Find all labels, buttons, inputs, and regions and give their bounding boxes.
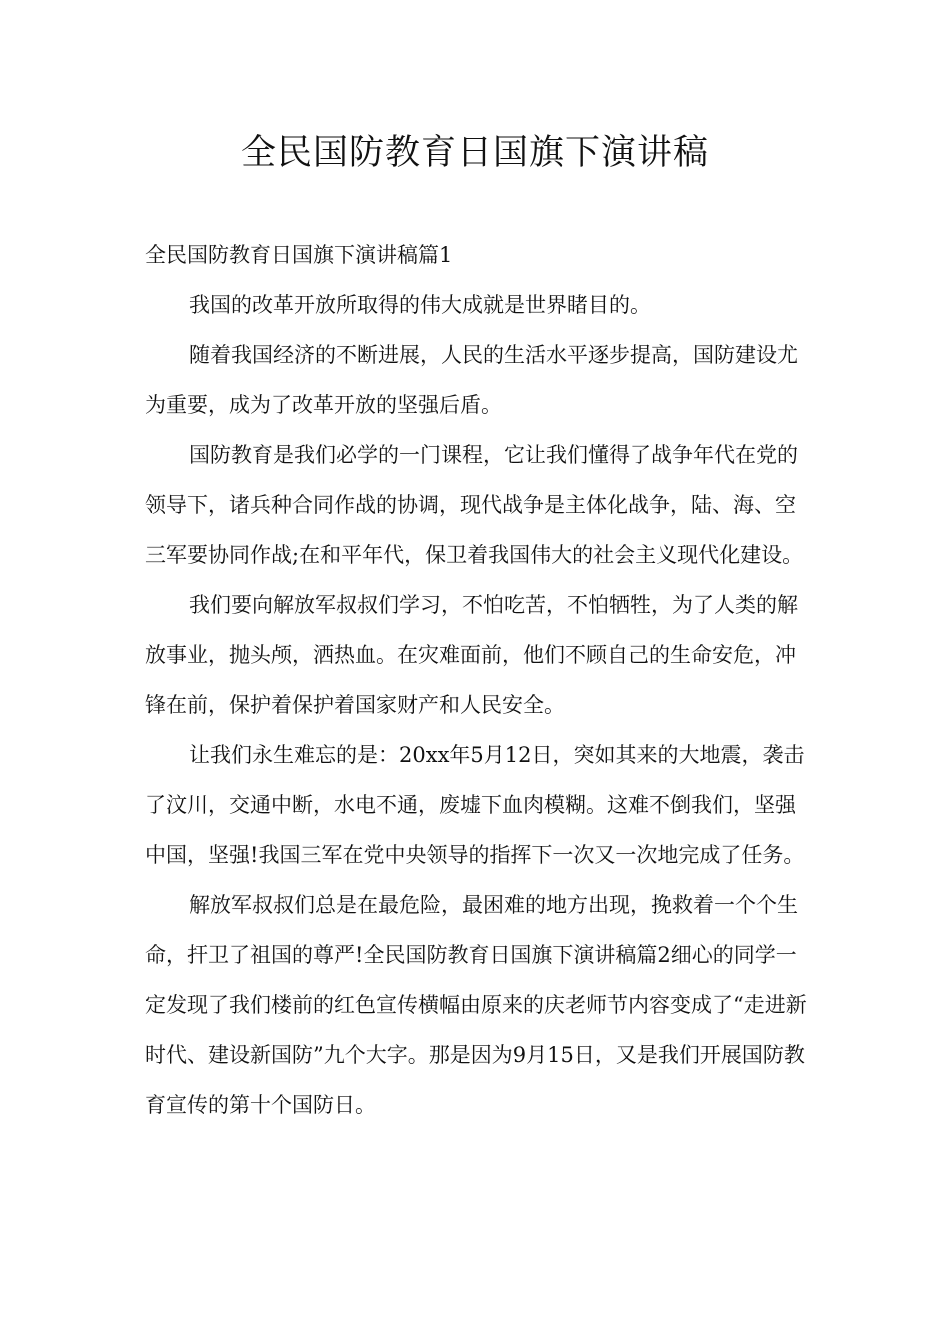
section-heading: 全民国防教育日国旗下演讲稿篇1 [145,243,453,267]
paragraph-1: 我国的改革开放所取得的伟大成就是世界睹目的。 [189,293,651,317]
paragraph-5: 让我们永生难忘的是：20xx年5月12日，突如其来的大地震，袭击了汶川，交通中断，水电不通，废墟下血肉模糊。这难不倒我们，坚强中国，坚强!我国三军在党中央领导的指挥下一次又一次地完成了任务。 [145,743,805,867]
paragraph-6: 解放军叔叔们总是在最危险，最困难的地方出现，挽救着一个个生命，扞卫了祖国的尊严!全民国防教育日国旗下演讲稿篇2细心的同学一定发现了我们楼前的红色宣传横幅由原来的庆老师节内容变成了“走进新时代、建设新国防”九个大字。那是因为9月15日，又是我们开展国防教育宣传的第十个国防日。 [145,893,807,1117]
paragraph-3: 国防教育是我们必学的一门课程，它让我们懂得了战争年代在党的领导下，诸兵种合同作战的协调，现代战争是主体化战争，陆、海、空三军要协同作战;在和平年代，保卫着我国伟大的社会主义现代化建设。 [145,443,804,567]
paragraph-2: 随着我国经济的不断进展，人民的生活水平逐步提高，国防建设尤为重要，成为了改革开放的坚强后盾。 [145,343,798,417]
document-body [145,230,810,1130]
document-title: 全民国防教育日国旗下演讲稿 [240,133,709,173]
paragraph-4: 我们要向解放军叔叔们学习，不怕吃苦，不怕牺牲，为了人类的解放事业，抛头颅，洒热血。在灾难面前，他们不顾自己的生命安危，冲锋在前，保护着保护着国家财产和人民安全。 [145,593,798,717]
